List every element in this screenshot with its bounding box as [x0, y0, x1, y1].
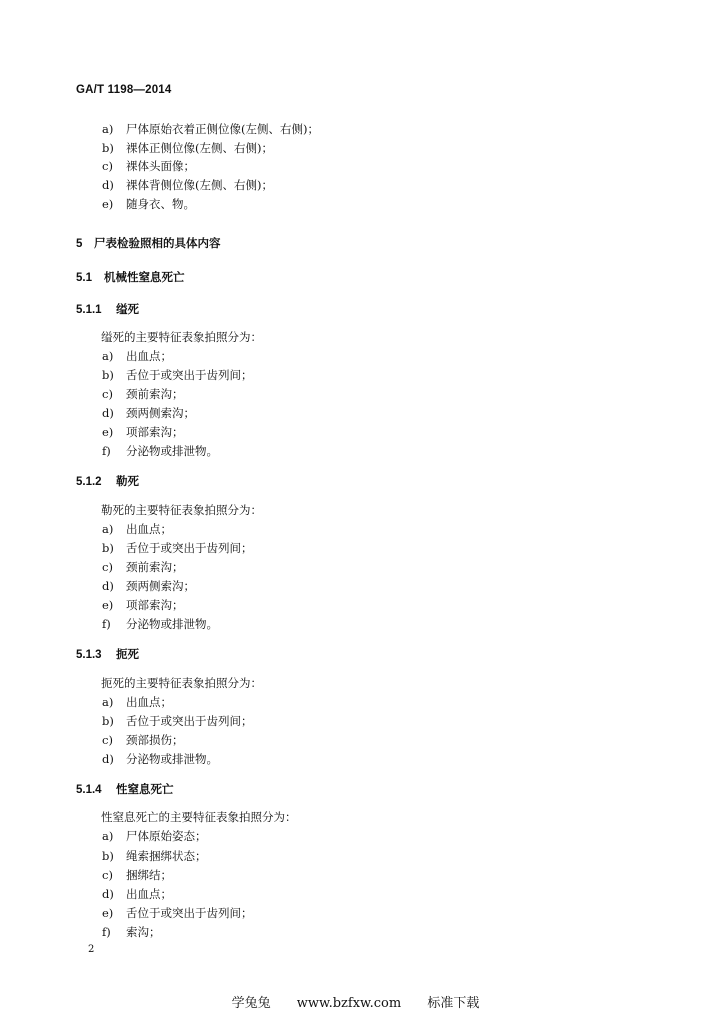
list-text: 颈两侧索沟； — [126, 406, 195, 420]
list-marker: a) — [102, 349, 114, 363]
list-text: 舌位于或突出于齿列间； — [126, 906, 253, 920]
list-item — [102, 560, 184, 574]
list-item — [102, 887, 172, 901]
list-item — [102, 197, 195, 211]
section-number: 5.1.2 — [76, 476, 102, 488]
list-text: 分泌物或排泄物。 — [126, 752, 218, 766]
list-marker: b) — [102, 849, 114, 863]
section-intro: 缢死的主要特征表象拍照分为： — [101, 330, 262, 344]
section-heading-5 — [76, 236, 221, 251]
section-intro: 勒死的主要特征表象拍照分为： — [101, 503, 262, 517]
section-heading-5-1 — [76, 270, 185, 285]
section-title: 缢死 — [116, 302, 139, 316]
list-item — [102, 733, 184, 747]
list-text: 舌位于或突出于齿列间； — [126, 541, 253, 555]
list-item — [102, 178, 273, 192]
list-item — [102, 406, 195, 420]
list-text: 颈两侧索沟； — [126, 579, 195, 593]
list-item — [102, 714, 253, 728]
list-item — [102, 695, 172, 709]
footer-tagline: 标准下载 — [427, 996, 480, 1011]
section-intro: 性窒息死亡的主要特征表象拍照分为： — [101, 810, 297, 824]
list-marker: c) — [102, 387, 113, 401]
list-item — [102, 387, 184, 401]
section-heading-5-1-4 — [76, 782, 174, 797]
list-text: 颈部损伤； — [126, 733, 184, 747]
list-text: 随身衣、物。 — [126, 197, 195, 211]
list-text: 项部索沟； — [126, 598, 184, 612]
list-text: 索沟； — [126, 925, 161, 939]
list-marker: e) — [102, 197, 114, 211]
list-item — [102, 541, 253, 555]
list-text: 尸体原始衣着正侧位像(左侧、右侧)； — [126, 122, 319, 136]
list-text: 裸体背侧位像(左侧、右侧)； — [126, 178, 273, 192]
section-number: 5.1.4 — [76, 784, 102, 796]
list-text: 裸体头面像； — [126, 159, 195, 173]
section-heading-5-1-2 — [76, 474, 139, 489]
section-intro: 扼死的主要特征表象拍照分为： — [101, 676, 262, 690]
list-item — [102, 141, 273, 155]
list-item — [102, 368, 253, 382]
list-marker: c) — [102, 159, 113, 173]
list-marker: c) — [102, 868, 113, 882]
list-item — [102, 444, 218, 458]
list-item — [102, 122, 319, 136]
list-marker: a) — [102, 522, 114, 536]
list-marker: c) — [102, 560, 113, 574]
list-text: 出血点； — [126, 695, 172, 709]
list-marker: d) — [102, 406, 114, 420]
section-title: 尸表检验照相的具体内容 — [94, 236, 221, 250]
list-item — [102, 349, 172, 363]
list-item — [102, 849, 207, 863]
section-number: 5.1 — [76, 272, 92, 284]
list-marker: b) — [102, 541, 114, 555]
list-item — [102, 159, 195, 173]
list-item — [102, 868, 172, 882]
section-heading-5-1-1 — [76, 302, 139, 317]
list-item — [102, 906, 253, 920]
list-marker: d) — [102, 178, 114, 192]
list-marker: b) — [102, 141, 114, 155]
footer-url[interactable]: www.bzfxw.com — [296, 996, 402, 1011]
list-text: 捆绑结； — [126, 868, 172, 882]
list-text: 颈前索沟； — [126, 387, 184, 401]
list-marker: e) — [102, 598, 114, 612]
section-title: 性窒息死亡 — [116, 782, 174, 796]
list-marker: d) — [102, 579, 114, 593]
page-number: 2 — [88, 944, 95, 955]
list-marker: b) — [102, 368, 114, 382]
list-marker: c) — [102, 733, 113, 747]
list-marker: f) — [102, 444, 111, 458]
list-text: 出血点； — [126, 349, 172, 363]
list-item — [102, 522, 172, 536]
list-item — [102, 829, 207, 843]
list-item — [102, 425, 184, 439]
list-marker: a) — [102, 122, 114, 136]
footer-site-name: 学兔兔 — [231, 996, 271, 1011]
list-marker: f) — [102, 617, 111, 631]
list-text: 出血点； — [126, 887, 172, 901]
list-text: 分泌物或排泄物。 — [126, 617, 218, 631]
section-title: 勒死 — [116, 474, 139, 488]
list-item — [102, 752, 218, 766]
section-heading-5-1-3 — [76, 647, 139, 662]
list-text: 项部索沟； — [126, 425, 184, 439]
list-text: 裸体正侧位像(左侧、右侧)； — [126, 141, 273, 155]
list-text: 尸体原始姿态； — [126, 829, 207, 843]
section-title: 机械性窒息死亡 — [104, 270, 185, 284]
list-marker: a) — [102, 695, 114, 709]
section-number: 5.1.1 — [76, 304, 102, 316]
list-text: 绳索捆绑状态； — [126, 849, 207, 863]
list-text: 舌位于或突出于齿列间； — [126, 714, 253, 728]
list-marker: e) — [102, 906, 114, 920]
list-marker: a) — [102, 829, 114, 843]
list-marker: d) — [102, 752, 114, 766]
list-item — [102, 598, 184, 612]
list-text: 分泌物或排泄物。 — [126, 444, 218, 458]
list-marker: f) — [102, 925, 111, 939]
list-item — [102, 925, 161, 939]
section-number: 5 — [76, 238, 83, 250]
watermark-footer — [0, 992, 711, 1011]
list-item — [102, 617, 218, 631]
list-item — [102, 579, 195, 593]
list-marker: d) — [102, 887, 114, 901]
section-number: 5.1.3 — [76, 649, 102, 661]
list-text: 舌位于或突出于齿列间； — [126, 368, 253, 382]
list-marker: b) — [102, 714, 114, 728]
list-marker: e) — [102, 425, 114, 439]
list-text: 颈前索沟； — [126, 560, 184, 574]
standard-code-header: GA/T 1198—2014 — [76, 84, 172, 96]
section-title: 扼死 — [116, 647, 139, 661]
list-text: 出血点； — [126, 522, 172, 536]
